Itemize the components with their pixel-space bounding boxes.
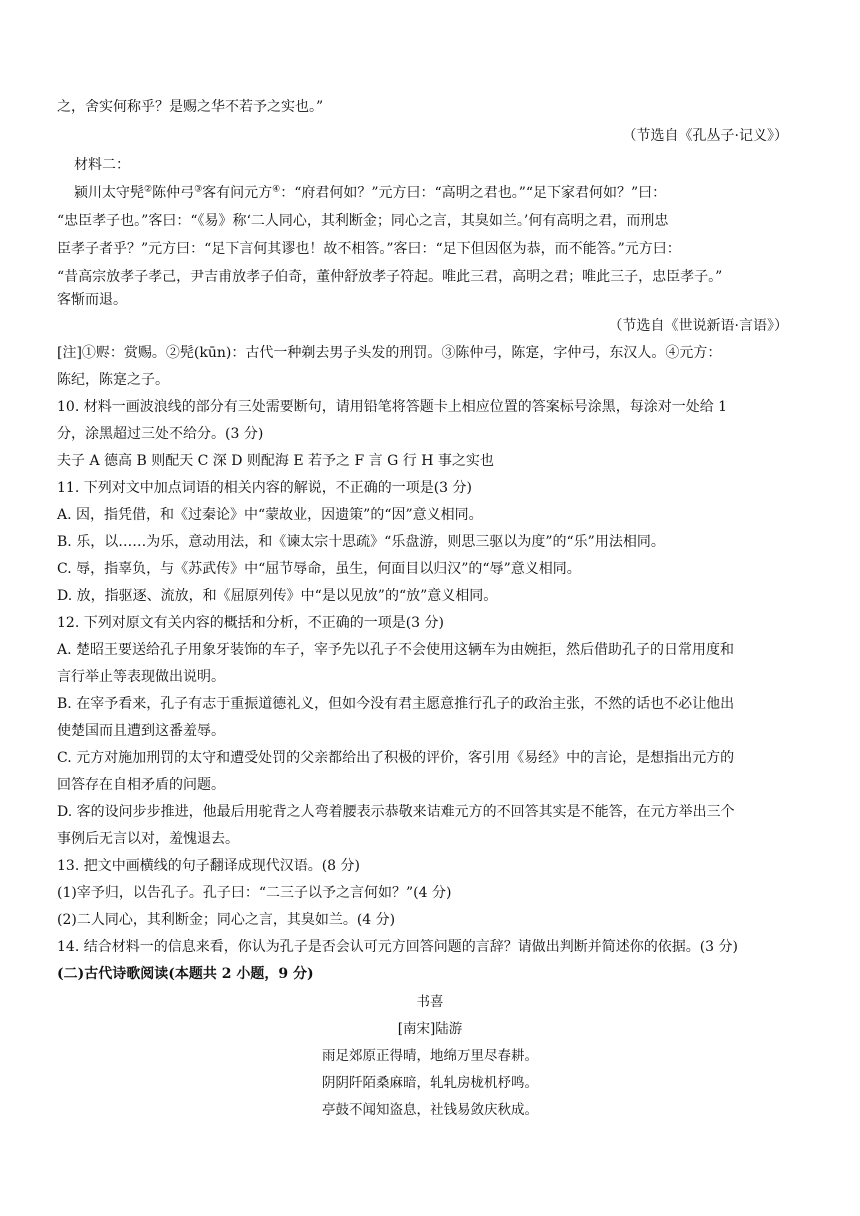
question-11: 11. 下列对文中加点词语的相关内容的解说，不正确的一项是(3 分) [57,480,472,496]
passage-line: 之，舍实何称乎？是赐之华不若予之实也。” [57,99,324,115]
footnote: [注]①赆：赏赐。②髡(kūn)：古代一种剃去男子头发的刑罚。③陈仲弓，陈寔，字仲弓，东汉人。④元方： [57,345,722,361]
question-12: 12. 下列对原文有关内容的概括和分析，不正确的一项是(3 分) [57,615,444,631]
option-b: B. 在宰予看来，孔子有志于重振道德礼义，但如今没有君主愿意推行孔子的政治主张，不然的话也不必让他出 [57,696,735,712]
footnote-marker: ② [144,184,153,195]
option-a: A. 因，指凭借，和《过秦论》中“蒙故业，因遗策”的“因”意义相同。 [57,507,483,523]
poem-line: 雨足郊原正得晴，地绵万里尽春耕。 [322,1048,538,1064]
question-10: 10. 材料一画波浪线的部分有三处需要断句，请用铅笔将答题卡上相应位置的答案标号涂黑，每涂对一处给 1 [57,399,728,415]
passage-line: 臣孝子者乎？”元方曰：“足下言何其谬也！故不相答。”客曰：“足下但因伛为恭，而不能答。”元方曰： [57,241,681,257]
question-13: 13. 把文中画横线的句子翻译成现代汉语。(8 分) [57,858,360,874]
material-heading: 材料二： [74,157,130,173]
section-heading: (二)古代诗歌阅读(本题共 2 小题，9 分) [57,966,314,982]
footnote-marker: ④ [272,184,281,195]
passage-text: 陈仲弓 [152,185,195,201]
source-citation: （节选自《孔丛子·记义》） [622,128,788,144]
footnote: 陈纪，陈寔之子。 [57,372,169,388]
poem-line: 阴阴阡陌桑麻暗，轧轧房栊机杼鸣。 [322,1075,538,1091]
passage-line: 客惭而退。 [57,292,127,308]
passage-text: 颍川太守髡 [74,185,144,201]
option-a-cont: 言行举止等表现做出说明。 [57,669,225,685]
option-d-cont: 事例后无言以对，羞愧退去。 [57,831,239,847]
option-c-cont: 回答存在自相矛盾的问题。 [57,777,225,793]
option-a: A. 楚昭王要送给孔子用象牙装饰的车子，宰予先以孔子不会使用这辆车为由婉拒，然后借助孔子的日常用度和 [57,642,735,658]
question-10-cont: 分，涂黑超过三处不给分。(3 分) [57,426,264,442]
option-d: D. 放，指驱逐、流放，和《屈原列传》中“是以见放”的“放”意义相同。 [57,588,498,604]
option-b-cont: 使楚国而且遭到这番羞辱。 [57,723,225,739]
question-13-part1: (1)宰予归，以告孔子。孔子曰：“二三子以予之言何如？”(4 分) [57,885,452,901]
question-14: 14. 结合材料一的信息来看，你认为孔子是否会认可元方回答问题的言辞？请做出判断并简述你的依据。(3 分) [57,939,738,955]
passage-line: “昔高宗放孝子孝己，尹吉甫放孝子伯奇，董仲舒放孝子符起。唯此三君，高明之君；唯此三子，忠臣孝子。” [57,269,723,285]
passage-text: ：“府君何如？”元方曰：“高明之君也。”“足下家君何如？”曰： [280,185,667,201]
option-c: C. 元方对施加刑罚的太守和遭受处罚的父亲都给出了积极的评价，客引用《易经》中的言论，是想指出元方的 [57,750,735,766]
question-10-options: 夫子 A 德高 B 则配天 C 深 D 则配海 E 若予之 F 言 G 行 H 事之实也 [57,453,494,469]
poem-title: 书喜 [416,994,444,1010]
option-d: D. 客的设问步步推进，他最后用驼背之人弯着腰表示恭敬来诘难元方的不回答其实是不能答，在元方举出三个 [57,804,735,820]
poem-author: [南宋]陆游 [397,1021,463,1037]
passage-text: 客有问元方 [202,185,273,201]
option-b: B. 乐，以……为乐，意动用法，和《谏太宗十思疏》“乐盘游，则思三驱以为度”的“乐”用法相同。 [57,534,665,550]
poem-line: 亭鼓不闻知盗息，社钱易敛庆秋成。 [322,1102,538,1118]
option-c: C. 辱，指辜负，与《苏武传》中“屈节辱命，虽生，何面目以归汉”的“辱”意义相同。 [57,561,581,577]
source-citation: （节选自《世说新语·言语》） [608,318,788,334]
passage-line: “忠臣孝子也。”客曰：“《易》称‘二人同心，其利断金；同心之言，其臭如兰。’何有高明之君，而刑忠 [57,213,669,229]
question-13-part2: (2)二人同心，其利断金；同心之言，其臭如兰。(4 分) [57,912,396,928]
footnote-marker: ③ [194,184,203,195]
passage-line [74,183,824,203]
